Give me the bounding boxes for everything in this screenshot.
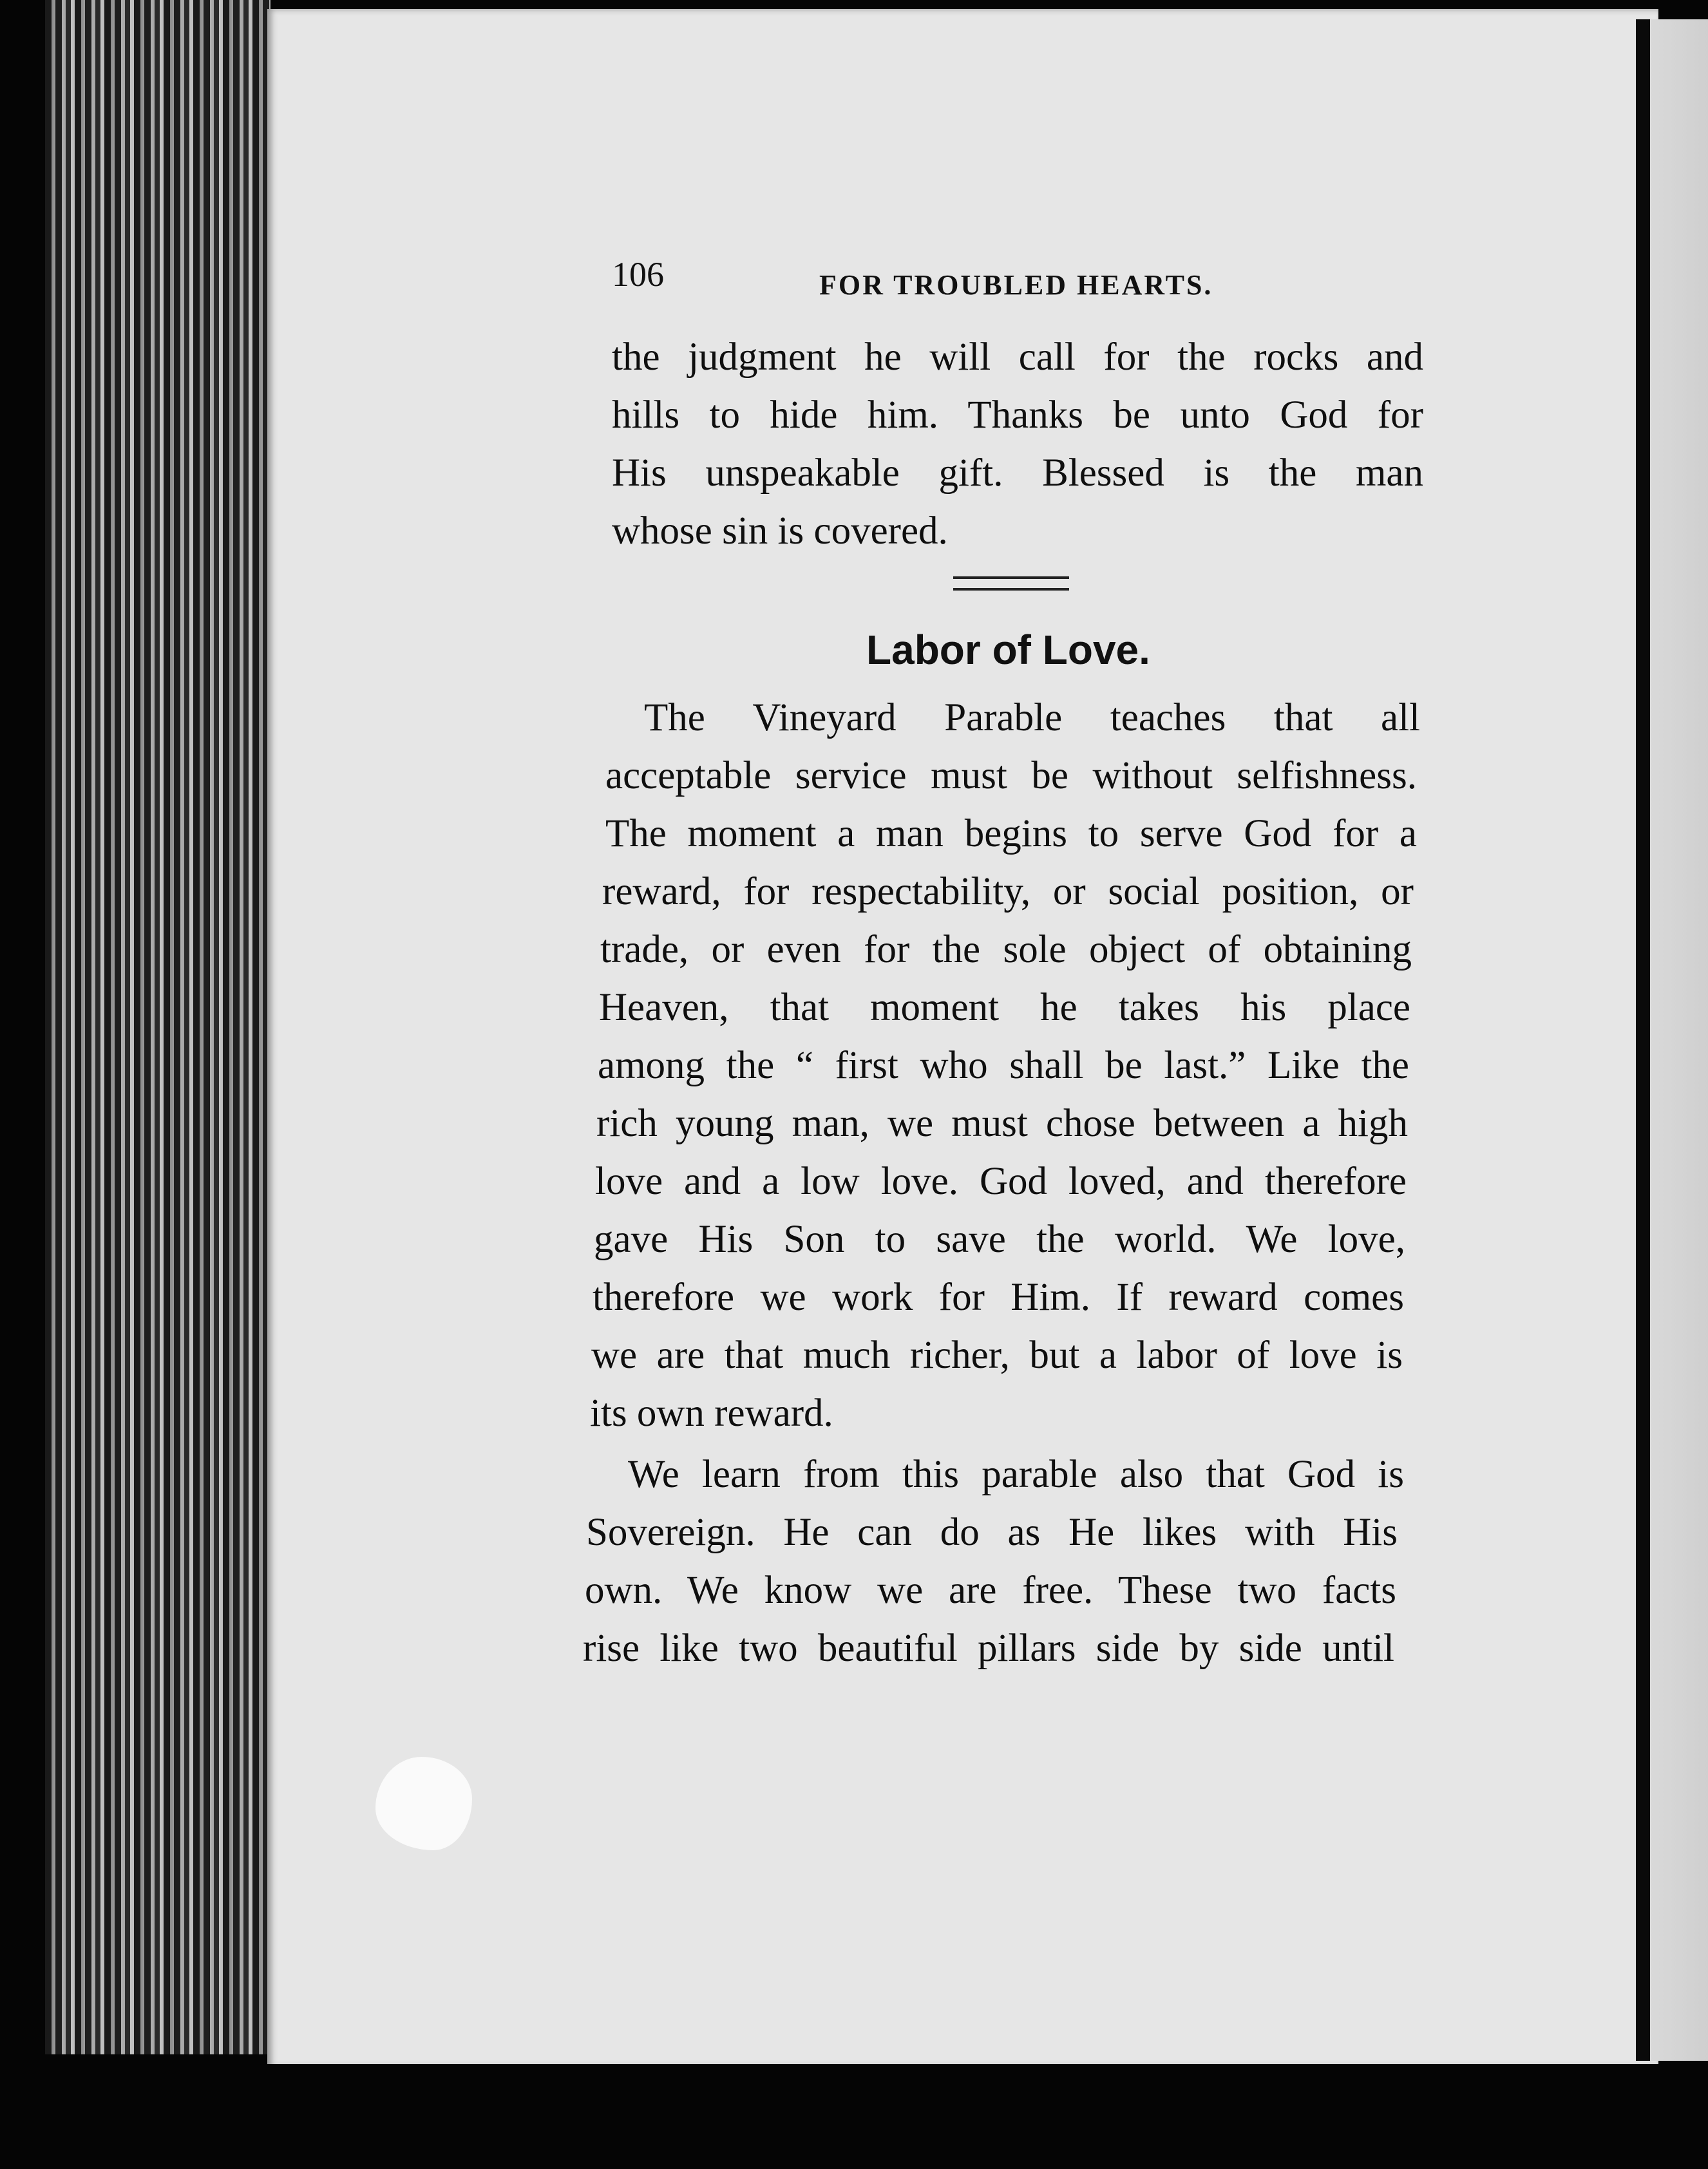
text-line: its own reward. [590, 1392, 833, 1435]
text-line: reward, for respectability, or social position, or [602, 870, 1414, 913]
facing-page-edge [1636, 19, 1708, 2061]
text-line: Sovereign. He can do as He likes with His [586, 1511, 1398, 1554]
text-line: Heaven, that moment he takes his place [599, 986, 1410, 1029]
text-line: We learn from this parable also that God is [628, 1453, 1404, 1496]
text-line: among the “ first who shall be last.” Like the [598, 1044, 1409, 1087]
text-line: therefore we work for Him. If reward comes [593, 1276, 1404, 1319]
text-line: The Vineyard Parable teaches that all [644, 696, 1420, 739]
text-line: love and a low love. God loved, and therefore [595, 1160, 1407, 1203]
page-header [612, 254, 1449, 306]
running-head: FOR TROUBLED HEARTS. [819, 269, 1213, 301]
text-line: hills to hide him. Thanks be unto God for [612, 393, 1423, 437]
book-page-edges [45, 0, 270, 2054]
text-line: own. We know we are free. These two facts [585, 1569, 1396, 1612]
text-line: His unspeakable gift. Blessed is the man [612, 451, 1423, 495]
text-line: gave His Son to save the world. We love, [594, 1218, 1405, 1261]
text-line: we are that much richer, but a labor of love is [591, 1334, 1403, 1377]
paper-blemish [375, 1757, 472, 1850]
text-line: rich young man, we must chose between a high [596, 1102, 1408, 1145]
text-line: trade, or even for the sole object of obtaining [600, 928, 1412, 971]
scan-background [0, 2064, 1708, 2169]
text-line: acceptable service must be without selfishness. [605, 754, 1417, 797]
section-title: Labor of Love. [866, 627, 1150, 673]
section-divider [953, 576, 1069, 591]
text-line: the judgment he will call for the rocks and [612, 336, 1423, 379]
text-line: rise like two beautiful pillars side by side until [583, 1627, 1394, 1670]
page-number: 106 [612, 255, 664, 294]
text-line: whose sin is covered. [612, 509, 948, 553]
text-line: The moment a man begins to serve God for a [605, 812, 1417, 855]
